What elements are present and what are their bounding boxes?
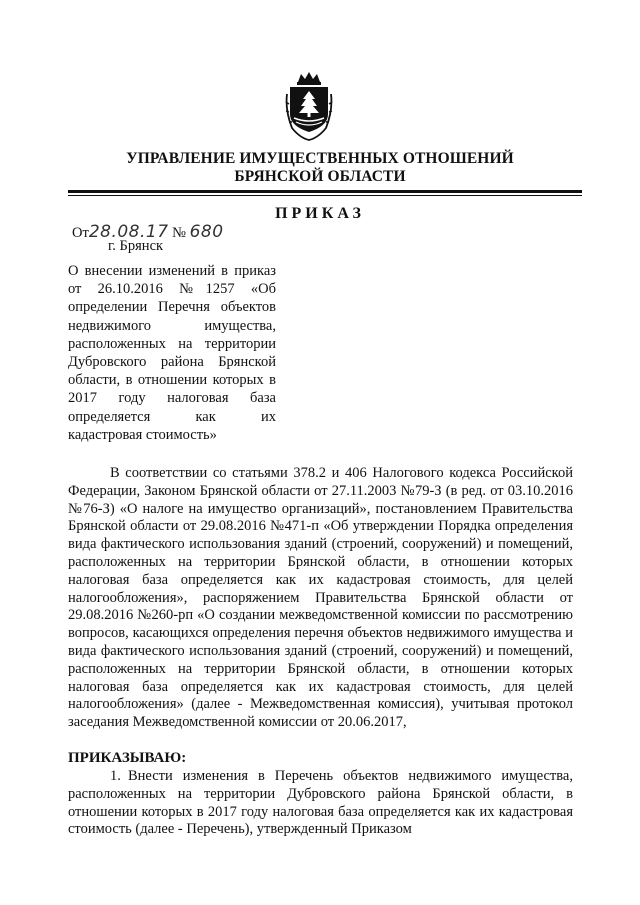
subject-last-line: кадастровая стоимость» <box>68 426 217 443</box>
date-prefix: От <box>72 225 89 241</box>
number-prefix: № <box>172 225 186 241</box>
subject-text: О внесении изменений в приказ от 26.10.2016 №1257 «Об определении Перечня объектов недвижимого имущества, расположенных на территории Дубровского района Брянской области, в отношении которых в 2017 году налоговая база определяется как их <box>68 263 276 425</box>
organization-name-line2: БРЯНСКОЙ ОБЛАСТИ <box>234 168 406 185</box>
header-rule-thin <box>68 195 582 196</box>
document-type: ПРИКАЗ <box>275 205 365 222</box>
item-1 <box>68 768 573 839</box>
city: г. Брянск <box>108 238 164 254</box>
order-word: ПРИКАЗЫВАЮ: <box>68 750 187 766</box>
header-rule-thick <box>68 190 582 193</box>
item-1-number: 1. <box>110 768 121 784</box>
item-1-text: Внести изменения в Перечень объектов недвижимого имущества, расположенных на территории Дубровского района Брянской области, в отношении которых в 2017 году налоговая база определяется как их кадастровая стоимость (далее - Перечень), утвержденный Приказом <box>68 768 573 838</box>
organization-name-line1: УПРАВЛЕНИЕ ИМУЩЕСТВЕННЫХ ОТНОШЕНИЙ <box>126 150 514 167</box>
preamble-paragraph: В соответствии со статьями 378.2 и 406 Налогового кодекса Российской Федерации, Законом Брянской области от 27.11.2003 №79-З (в ред. от 03.10.2016 №76-З) «О налоге на имущество организаций», постановлением Правительства Брянской области от 29.08.2016 №471-п «Об утверждении Порядка определения вида фактического использования зданий (строений, сооружений) и помещений, расположенных на территории Брянской области, в отношении которых налоговая база определяется как их кадастровая стоимость, для целей налогообложения», распоряжением Правительства Брянской области от 29.08.2016 №260-рп «О создании межведомственной комиссии по рассмотрению вопросов, касающихся определения перечня объектов недвижимого имущества и вида фактического использования зданий (строений, сооружений) и помещений, расположенных на территории Брянской области, в отношении которых налоговая база определяется как их кадастровая стоимость, для целей налогообложения» (далее - Межведомственная комиссия), учитывая протокол заседания Межведомственной комиссии от 20.06.2017, <box>68 465 573 731</box>
handwritten-date: 28.08.17 <box>88 222 169 242</box>
handwritten-number: 680 <box>189 222 224 242</box>
coat-of-arms-icon <box>284 70 334 142</box>
subject-block <box>68 262 276 444</box>
